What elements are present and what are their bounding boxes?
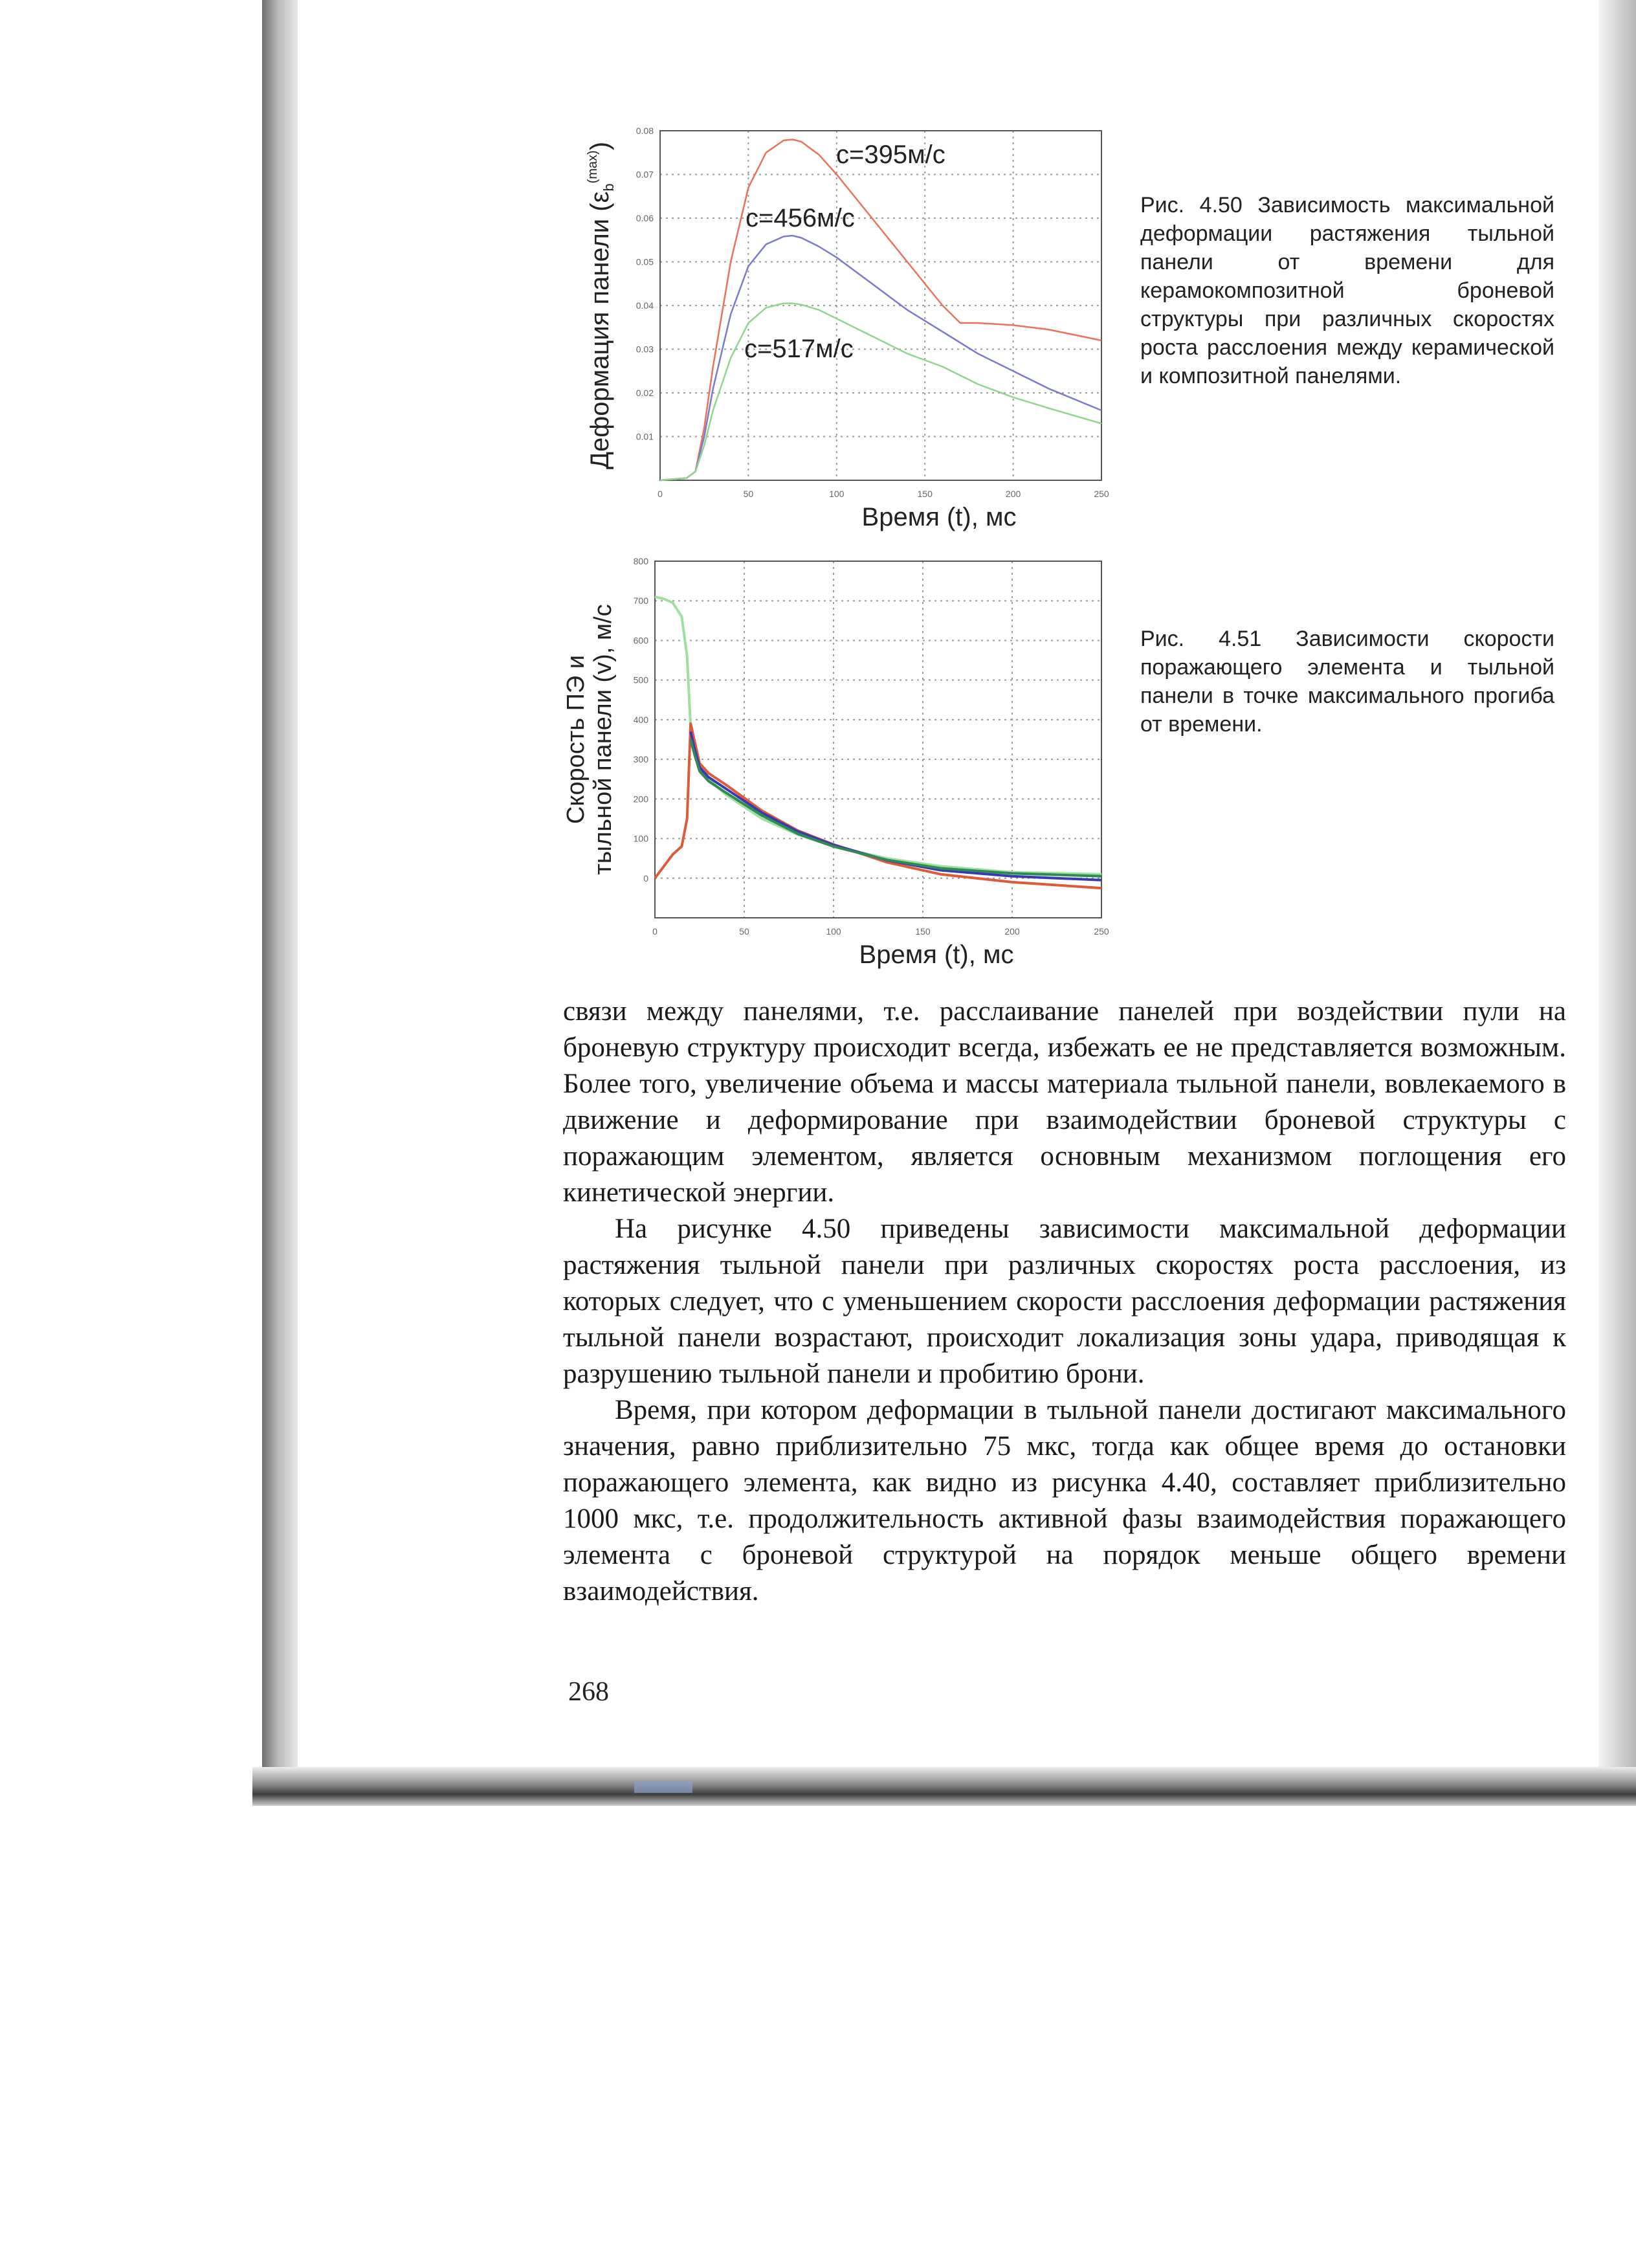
y-tick-label: 100 [633, 833, 648, 844]
paragraph: Время, при котором деформации в тыльной панели достигают максимального значения, равно приблизительно 75 мкс, тогда как общее время до остановки поражающего элемента, как видно из рисунка 4.40, составляет приблизительно 1000 мкс, т.е. продолжительность активной фазы взаимодействия поражающего элемента с броневой структурой на порядок меньше общего времени взаимодействия. [563, 1395, 1566, 1606]
series-line [691, 731, 1101, 880]
y-tick-label: 600 [633, 635, 648, 646]
y-label-main: Деформация панели (ε [586, 191, 614, 470]
x-tick-label: 0 [658, 489, 663, 499]
series-label: c=456м/с [746, 204, 855, 232]
y-label-close: ) [586, 141, 614, 151]
y-tick-label: 0 [643, 873, 648, 884]
figure-4-50-caption [1140, 191, 1554, 390]
x-axis-label: Время (t), мс [861, 503, 1017, 531]
paragraph: На рисунке 4.50 приведены зависимости максимальной деформации растяжения тыльной панели при различных скоростях роста расслоения, из которых следует, что с уменьшением скорости расслоения деформации растяжения тыльной панели возрастают, происходит локализация зоны удара, приводящая к разрушению тыльной панели и пробитию брони. [563, 1214, 1566, 1389]
y-tick-label: 0.03 [636, 344, 654, 355]
paragraph: связи между панелями, т.е. расслаивание панелей при воздействии пули на броневую структуру происходит всегда, избежать ее не представляется возможным. Более того, увеличение объема и массы материала тыльной панели, вовлекаемого в движение и деформирование при взаимодействии броневой структуры с поражающим элементом, является основным механизмом поглощения его кинетической энергии. [563, 996, 1566, 1208]
x-tick-label: 150 [915, 926, 931, 937]
y-tick-label: 0.01 [636, 431, 654, 442]
page-edge-mark [634, 1781, 692, 1793]
book-edge-shadow-right [1598, 0, 1636, 1799]
y-tick-label: 0.04 [636, 300, 654, 311]
series-line [655, 597, 1101, 874]
y-tick-label: 800 [633, 556, 648, 566]
figure-4-51-caption [1140, 625, 1554, 739]
y-label-superscript: (max) [586, 150, 600, 184]
series-line [660, 236, 1101, 480]
y-tick-label: 400 [633, 714, 648, 725]
caption-text: Рис. 4.51 Зависимости скорости поражающего элемента и тыльной панели в точке максимального прогиба от времени. [1140, 627, 1554, 737]
y-tick-label: 200 [633, 794, 648, 805]
series-line [655, 724, 1101, 888]
x-tick-label: 150 [917, 489, 933, 499]
x-tick-label: 200 [1005, 489, 1021, 499]
figure-4-51 [557, 553, 1126, 981]
page-number: 268 [568, 1677, 609, 1707]
y-tick-label: 0.06 [636, 213, 654, 223]
series-line [691, 740, 1101, 876]
y-axis-label-line1: Скорость ПЭ и [562, 654, 590, 825]
caption-text: Рис. 4.50 Зависимость максимальной деформации растяжения тыльной панели от времени для керамокомпозитной броневой структуры при различных скоростях роста расслоения между керамической и композитной панелями. [1140, 193, 1554, 388]
x-tick-label: 250 [1094, 489, 1109, 499]
book-spine-shadow-left [262, 0, 298, 1799]
series-line [660, 140, 1101, 481]
y-axis-label [586, 142, 617, 469]
strain-chart [569, 117, 1126, 544]
velocity-chart [557, 553, 1126, 981]
y-tick-label: 700 [633, 595, 648, 606]
y-tick-label: 0.08 [636, 126, 654, 136]
y-tick-label: 0.07 [636, 169, 654, 180]
x-tick-label: 200 [1004, 926, 1020, 937]
y-tick-label: 0.05 [636, 256, 654, 267]
plot-frame [660, 131, 1101, 480]
x-tick-label: 50 [743, 489, 754, 499]
body-text [563, 994, 1566, 1610]
y-tick-label: 300 [633, 754, 648, 765]
page-bottom-edge [252, 1767, 1636, 1806]
y-tick-label: 500 [633, 674, 648, 685]
y-label-subscript: b [601, 183, 617, 192]
y-axis-label-line2: тыльной панели (v), м/с [590, 604, 617, 875]
x-tick-label: 100 [826, 926, 841, 937]
figure-4-50 [569, 117, 1126, 544]
x-axis-label: Время (t), мс [859, 940, 1014, 969]
series-label: c=517м/с [744, 335, 854, 363]
series-label: c=395м/с [836, 140, 945, 169]
x-tick-label: 0 [652, 926, 658, 937]
y-tick-label: 0.02 [636, 388, 654, 398]
x-tick-label: 100 [829, 489, 845, 499]
x-tick-label: 250 [1094, 926, 1109, 937]
x-tick-label: 50 [739, 926, 749, 937]
plot-frame [655, 561, 1101, 918]
